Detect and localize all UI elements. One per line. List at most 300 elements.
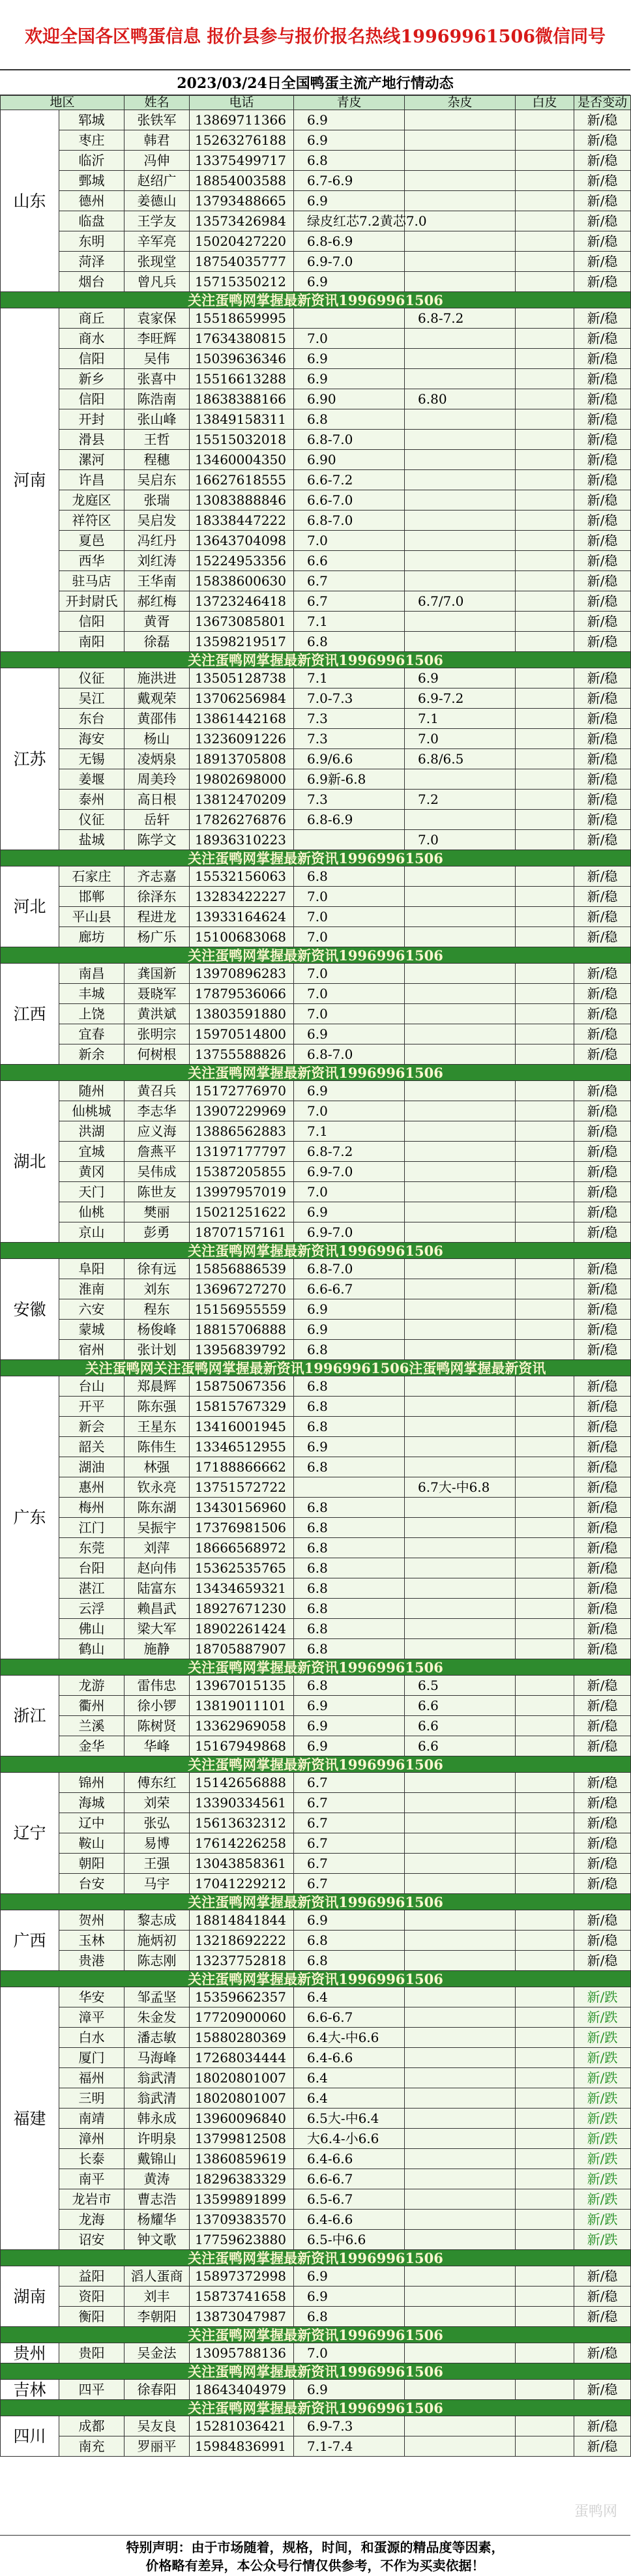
name-cell: 齐志嘉 (125, 866, 190, 887)
mixed-shell-price (405, 1024, 516, 1044)
mixed-shell-price (405, 1182, 516, 1202)
change-cell: 新/稳 (574, 1477, 631, 1498)
city-cell: 丰城 (59, 984, 125, 1004)
phone-cell: 13505128738 (190, 668, 294, 688)
green-shell-price: 7.0 (294, 964, 405, 984)
mixed-shell-price (405, 887, 516, 907)
change-cell: 新/稳 (574, 2416, 631, 2436)
phone-cell: 13416001945 (190, 1417, 294, 1437)
name-cell: 陈伟生 (125, 1437, 190, 1457)
city-cell: 驻马店 (59, 571, 125, 591)
table-row (1, 2416, 631, 2436)
phone-cell: 13237752818 (190, 1951, 294, 1971)
phone-cell: 18643404979 (190, 2380, 294, 2400)
white-shell-price (516, 1773, 574, 1793)
white-shell-price (516, 531, 574, 551)
city-cell: 六安 (59, 1299, 125, 1320)
phone-cell: 15613632312 (190, 1813, 294, 1833)
city-cell: 韶关 (59, 1437, 125, 1457)
change-cell: 新/跌 (574, 2028, 631, 2048)
ad-row (1, 1894, 631, 1910)
name-cell: 邹孟坚 (125, 1987, 190, 2007)
table-row (1, 1578, 631, 1599)
mixed-shell-price (405, 349, 516, 369)
name-cell: 吴伟 (125, 349, 190, 369)
table-row (1, 511, 631, 531)
name-cell: 滔人蛋商 (125, 2266, 190, 2287)
mixed-shell-price (405, 927, 516, 947)
green-shell-price: 7.3 (294, 709, 405, 729)
city-cell: 临盘 (59, 211, 125, 231)
region-cell: 河南 (1, 308, 59, 652)
mixed-shell-price (405, 866, 516, 887)
change-cell: 新/稳 (574, 151, 631, 171)
mixed-shell-price (405, 2416, 516, 2436)
change-cell: 新/稳 (574, 110, 631, 130)
city-cell: 贵港 (59, 1951, 125, 1971)
city-cell: 西华 (59, 551, 125, 571)
city-cell: 宜城 (59, 1142, 125, 1162)
white-shell-price (516, 668, 574, 688)
mixed-shell-price (405, 2028, 516, 2048)
table-row (1, 1024, 631, 1044)
city-cell: 海城 (59, 1793, 125, 1813)
mixed-shell-price (405, 964, 516, 984)
phone-cell: 17188866662 (190, 1457, 294, 1477)
phone-cell: 13886562883 (190, 1121, 294, 1142)
white-shell-price (516, 907, 574, 927)
change-cell: 新/稳 (574, 1813, 631, 1833)
change-cell: 新/稳 (574, 329, 631, 349)
city-cell: 鄄城 (59, 171, 125, 191)
green-shell-price (294, 1477, 405, 1498)
mixed-shell-price: 7.2 (405, 790, 516, 810)
city-cell: 新余 (59, 1044, 125, 1065)
ad-row (1, 2400, 631, 2416)
name-cell: 傅东红 (125, 1773, 190, 1793)
table-row (1, 927, 631, 947)
white-shell-price (516, 272, 574, 292)
name-cell: 赵绍广 (125, 171, 190, 191)
name-cell: 罗丽平 (125, 2436, 190, 2457)
table-row (1, 612, 631, 632)
name-cell: 黄胥 (125, 612, 190, 632)
city-cell: 台阳 (59, 1558, 125, 1578)
city-cell: 台山 (59, 1376, 125, 1397)
green-shell-price: 6.8 (294, 632, 405, 652)
city-cell: 龙庭区 (59, 490, 125, 511)
green-shell-price: 6.8-6.9 (294, 810, 405, 830)
mixed-shell-price (405, 1931, 516, 1951)
green-shell-price: 6.9新-6.8 (294, 769, 405, 790)
white-shell-price (516, 430, 574, 450)
name-cell: 程穗 (125, 450, 190, 470)
name-cell: 吴振宇 (125, 1518, 190, 1538)
change-cell: 新/稳 (574, 1538, 631, 1558)
name-cell: 施洪进 (125, 668, 190, 688)
white-shell-price (516, 409, 574, 430)
city-cell: 东台 (59, 709, 125, 729)
mixed-shell-price (405, 1813, 516, 1833)
table-row (1, 151, 631, 171)
phone-cell: 13197177797 (190, 1142, 294, 1162)
mixed-shell-price (405, 984, 516, 1004)
change-cell: 新/跌 (574, 1987, 631, 2007)
change-cell: 新/稳 (574, 272, 631, 292)
table-row (1, 769, 631, 790)
white-shell-price (516, 470, 574, 490)
mixed-shell-price (405, 2088, 516, 2109)
phone-cell: 13723246418 (190, 591, 294, 612)
change-cell: 新/稳 (574, 984, 631, 1004)
change-cell: 新/稳 (574, 1854, 631, 1874)
white-shell-price (516, 1619, 574, 1639)
change-cell: 新/跌 (574, 2048, 631, 2068)
white-shell-price (516, 709, 574, 729)
table-row (1, 2109, 631, 2129)
change-cell: 新/稳 (574, 1578, 631, 1599)
table-row (1, 2028, 631, 2048)
table-row (1, 490, 631, 511)
city-cell: 随州 (59, 1081, 125, 1101)
green-shell-price: 6.9-7.0 (294, 1222, 405, 1243)
table-row (1, 1081, 631, 1101)
phone-cell: 19802698000 (190, 769, 294, 790)
mixed-shell-price (405, 2287, 516, 2307)
white-shell-price (516, 1457, 574, 1477)
name-cell: 马海峰 (125, 2048, 190, 2068)
region-cell: 湖北 (1, 1081, 59, 1243)
mixed-shell-price: 6.8-7.2 (405, 308, 516, 329)
table-row (1, 211, 631, 231)
table-row (1, 1397, 631, 1417)
white-shell-price (516, 729, 574, 749)
name-cell: 马宇 (125, 1874, 190, 1894)
green-shell-price (294, 308, 405, 329)
mixed-shell-price (405, 272, 516, 292)
white-shell-price (516, 591, 574, 612)
change-cell: 新/稳 (574, 769, 631, 790)
change-cell: 新/跌 (574, 2169, 631, 2189)
green-shell-price: 6.5大-中6.4 (294, 2109, 405, 2129)
change-cell: 新/稳 (574, 1716, 631, 1736)
name-cell: 曾凡兵 (125, 272, 190, 292)
table-row (1, 1044, 631, 1065)
region-cell: 河北 (1, 866, 59, 947)
white-shell-price (516, 1024, 574, 1044)
city-cell: 衡阳 (59, 2307, 125, 2327)
ad-row (1, 2250, 631, 2266)
city-cell: 新乡 (59, 369, 125, 389)
phone-cell: 15984836991 (190, 2436, 294, 2457)
name-cell: 赖昌武 (125, 1599, 190, 1619)
ad-text: 关注蛋鸭网掌握最新资讯19969961506 (1, 850, 631, 866)
city-cell: 兰溪 (59, 1716, 125, 1736)
ad-text: 关注蛋鸭网掌握最新资讯19969961506 (1, 1659, 631, 1676)
mixed-shell-price (405, 571, 516, 591)
name-cell: 曹志浩 (125, 2189, 190, 2210)
change-cell: 新/稳 (574, 1376, 631, 1397)
green-shell-price: 6.7 (294, 1793, 405, 1813)
city-cell: 枣庄 (59, 130, 125, 151)
white-shell-price (516, 130, 574, 151)
change-cell: 新/稳 (574, 1279, 631, 1299)
phone-cell: 15516613288 (190, 369, 294, 389)
green-shell-price: 6.8 (294, 1340, 405, 1360)
mixed-shell-price (405, 632, 516, 652)
white-shell-price (516, 2436, 574, 2457)
green-shell-price: 6.9 (294, 2266, 405, 2287)
change-cell: 新/稳 (574, 191, 631, 211)
change-cell: 新/稳 (574, 1162, 631, 1182)
mixed-shell-price: 6.5 (405, 1676, 516, 1696)
mixed-shell-price (405, 430, 516, 450)
mixed-shell-price: 7.1 (405, 709, 516, 729)
white-shell-price (516, 810, 574, 830)
change-cell: 新/稳 (574, 1299, 631, 1320)
table-row (1, 1676, 631, 1696)
phone-cell: 13673085801 (190, 612, 294, 632)
region-cell: 湖南 (1, 2266, 59, 2327)
change-cell: 新/稳 (574, 1024, 631, 1044)
green-shell-price: 6.6-6.7 (294, 2169, 405, 2189)
city-cell: 信阳 (59, 389, 125, 409)
change-cell: 新/稳 (574, 2266, 631, 2287)
green-shell-price: 6.90 (294, 450, 405, 470)
green-shell-price: 6.9-7.0 (294, 252, 405, 272)
table-row (1, 907, 631, 927)
name-cell: 王强 (125, 1854, 190, 1874)
city-cell: 仙桃城 (59, 1101, 125, 1121)
mixed-shell-price (405, 1793, 516, 1813)
table-row (1, 130, 631, 151)
green-shell-price: 6.8 (294, 2307, 405, 2327)
table-row (1, 2307, 631, 2327)
table-row (1, 2088, 631, 2109)
city-cell: 龙游 (59, 1676, 125, 1696)
green-shell-price: 6.9 (294, 1910, 405, 1931)
table-row (1, 2149, 631, 2169)
green-shell-price: 6.4 (294, 2088, 405, 2109)
name-cell: 刘萍 (125, 1538, 190, 1558)
change-cell: 新/稳 (574, 1004, 631, 1024)
name-cell: 张山峰 (125, 409, 190, 430)
change-cell: 新/稳 (574, 1833, 631, 1854)
white-shell-price (516, 1813, 574, 1833)
change-cell: 新/稳 (574, 490, 631, 511)
table-row (1, 551, 631, 571)
mixed-shell-price (405, 110, 516, 130)
ad-row (1, 850, 631, 866)
white-shell-price (516, 1578, 574, 1599)
phone-cell: 17879536066 (190, 984, 294, 1004)
white-shell-price (516, 2380, 574, 2400)
green-shell-price: 6.6-7.0 (294, 490, 405, 511)
green-shell-price: 6.8-7.0 (294, 511, 405, 531)
table-row (1, 2230, 631, 2250)
phone-cell: 13430156960 (190, 1498, 294, 1518)
phone-cell: 17826276876 (190, 810, 294, 830)
mixed-shell-price (405, 769, 516, 790)
green-shell-price: 7.1 (294, 1121, 405, 1142)
change-cell: 新/稳 (574, 2380, 631, 2400)
name-cell: 徐磊 (125, 632, 190, 652)
phone-cell: 13043858361 (190, 1854, 294, 1874)
name-cell: 戴锦山 (125, 2149, 190, 2169)
ad-text: 关注蛋鸭网掌握最新资讯19969961506 (1, 2400, 631, 2416)
mixed-shell-price: 7.0 (405, 729, 516, 749)
region-cell: 安徽 (1, 1259, 59, 1360)
green-shell-price: 6.9 (294, 2380, 405, 2400)
green-shell-price: 6.9 (294, 1299, 405, 1320)
change-cell: 新/稳 (574, 1320, 631, 1340)
green-shell-price: 7.1 (294, 612, 405, 632)
phone-cell: 13375499717 (190, 151, 294, 171)
change-cell: 新/稳 (574, 1951, 631, 1971)
disclaimer-line-1: 特别声明：由于市场随着，规格，时间，和蛋源的精品度等因素， (126, 2539, 505, 2555)
phone-cell: 13346512955 (190, 1437, 294, 1457)
table-row (1, 1182, 631, 1202)
change-cell: 新/稳 (574, 1044, 631, 1065)
name-cell: 陆富东 (125, 1578, 190, 1599)
city-cell: 泰州 (59, 790, 125, 810)
white-shell-price (516, 2189, 574, 2210)
ad-row (1, 292, 631, 308)
city-cell: 商丘 (59, 308, 125, 329)
table-row (1, 830, 631, 850)
city-cell: 菏泽 (59, 252, 125, 272)
name-cell: 徐小锣 (125, 1696, 190, 1716)
phone-cell: 13362969058 (190, 1716, 294, 1736)
name-cell: 钟文歌 (125, 2230, 190, 2250)
phone-cell: 15039636346 (190, 349, 294, 369)
table-row (1, 2129, 631, 2149)
change-cell: 新/稳 (574, 1081, 631, 1101)
green-shell-price: 6.5-6.7 (294, 2189, 405, 2210)
region-cell: 广西 (1, 1910, 59, 1971)
col-green-shell: 青皮 (294, 96, 405, 110)
green-shell-price: 6.8 (294, 1931, 405, 1951)
green-shell-price: 6.9 (294, 1696, 405, 1716)
green-shell-price: 7.0 (294, 1004, 405, 1024)
city-cell: 白水 (59, 2028, 125, 2048)
change-cell: 新/稳 (574, 308, 631, 329)
table-row (1, 810, 631, 830)
white-shell-price (516, 110, 574, 130)
table-row (1, 1340, 631, 1360)
name-cell: 张现堂 (125, 252, 190, 272)
mixed-shell-price (405, 1222, 516, 1243)
green-shell-price: 6.8 (294, 151, 405, 171)
change-cell: 新/稳 (574, 1397, 631, 1417)
mixed-shell-price (405, 1320, 516, 1340)
ad-row (1, 1243, 631, 1259)
ad-row (1, 1065, 631, 1081)
green-shell-price: 6.8 (294, 1951, 405, 1971)
change-cell: 新/稳 (574, 866, 631, 887)
mixed-shell-price (405, 1639, 516, 1659)
table-row (1, 1639, 631, 1659)
city-cell: 漯河 (59, 450, 125, 470)
green-shell-price: 6.4-6.6 (294, 2048, 405, 2068)
name-cell: 华峰 (125, 1736, 190, 1756)
mixed-shell-price (405, 2129, 516, 2149)
phone-cell: 15515032018 (190, 430, 294, 450)
city-cell: 邯郸 (59, 887, 125, 907)
table-row (1, 1813, 631, 1833)
white-shell-price (516, 2210, 574, 2230)
name-cell: 张铁军 (125, 110, 190, 130)
green-shell-price: 7.0 (294, 1101, 405, 1121)
city-cell: 湖油 (59, 1457, 125, 1477)
change-cell: 新/稳 (574, 632, 631, 652)
mixed-shell-price (405, 369, 516, 389)
change-cell: 新/稳 (574, 211, 631, 231)
table-row (1, 632, 631, 652)
change-cell: 新/稳 (574, 1101, 631, 1121)
mixed-shell-price (405, 191, 516, 211)
city-cell: 吴江 (59, 688, 125, 709)
change-cell: 新/稳 (574, 511, 631, 531)
mixed-shell-price (405, 130, 516, 151)
city-cell: 祥符区 (59, 511, 125, 531)
city-cell: 无锡 (59, 749, 125, 769)
white-shell-price (516, 1931, 574, 1951)
col-region: 地区 (1, 96, 125, 110)
name-cell: 赵向伟 (125, 1558, 190, 1578)
phone-cell: 15875067356 (190, 1376, 294, 1397)
name-cell: 王华南 (125, 571, 190, 591)
change-cell: 新/稳 (574, 790, 631, 810)
white-shell-price (516, 2343, 574, 2363)
white-shell-price (516, 1910, 574, 1931)
white-shell-price (516, 2028, 574, 2048)
change-cell: 新/稳 (574, 571, 631, 591)
green-shell-price: 6.8-7.0 (294, 430, 405, 450)
table-row (1, 1558, 631, 1578)
mixed-shell-price (405, 1259, 516, 1279)
phone-cell: 18902261424 (190, 1619, 294, 1639)
white-shell-price (516, 984, 574, 1004)
change-cell: 新/稳 (574, 1736, 631, 1756)
white-shell-price (516, 2169, 574, 2189)
white-shell-price (516, 1376, 574, 1397)
green-shell-price: 7.0 (294, 2343, 405, 2363)
col-change: 是否变动 (574, 96, 631, 110)
white-shell-price (516, 211, 574, 231)
mixed-shell-price (405, 1457, 516, 1477)
phone-cell: 15021251622 (190, 1202, 294, 1222)
phone-cell: 15518659995 (190, 308, 294, 329)
phone-cell: 15532156063 (190, 866, 294, 887)
white-shell-price (516, 612, 574, 632)
city-cell: 南平 (59, 2169, 125, 2189)
change-cell: 新/跌 (574, 2210, 631, 2230)
change-cell: 新/跌 (574, 2230, 631, 2250)
green-shell-price: 6.7 (294, 1874, 405, 1894)
green-shell-price: 6.7 (294, 571, 405, 591)
mixed-shell-price (405, 2048, 516, 2068)
city-cell: 蒙城 (59, 1320, 125, 1340)
change-cell: 新/稳 (574, 2436, 631, 2457)
city-cell: 南阳 (59, 632, 125, 652)
mixed-shell-price (405, 329, 516, 349)
city-cell: 长泰 (59, 2149, 125, 2169)
name-cell: 辛军亮 (125, 231, 190, 252)
green-shell-price: 7.0 (294, 887, 405, 907)
change-cell: 新/稳 (574, 389, 631, 409)
name-cell: 陈浩南 (125, 389, 190, 409)
